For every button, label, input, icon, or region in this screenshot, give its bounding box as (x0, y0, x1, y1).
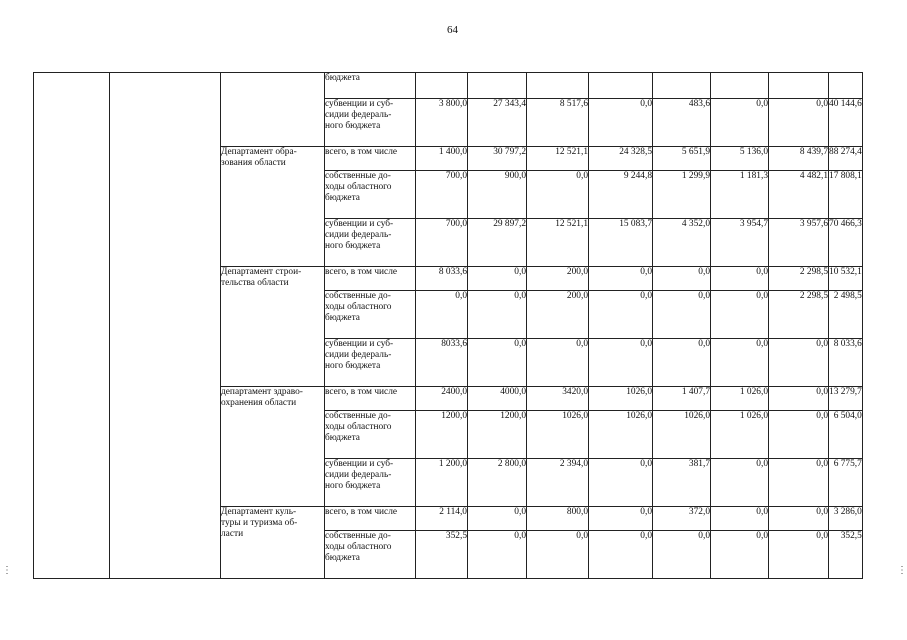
total-value-cell: 88 274,4 (829, 147, 863, 171)
funding-source-cell: всего, в том числе (325, 387, 416, 411)
value-cell: 0,0 (711, 291, 769, 339)
value-cell: 0,0 (769, 411, 829, 459)
value-cell: 1 026,0 (711, 387, 769, 411)
value-cell: 900,0 (468, 171, 527, 219)
value-cell: 0,0 (589, 459, 653, 507)
value-cell: 1 407,7 (653, 387, 711, 411)
value-cell: 0,0 (468, 267, 527, 291)
value-cell: 12 521,1 (527, 147, 589, 171)
value-cell: 1 200,0 (416, 459, 468, 507)
value-cell: 1026,0 (589, 411, 653, 459)
total-value-cell: 2 498,5 (829, 291, 863, 339)
value-cell: 0,0 (589, 291, 653, 339)
value-cell (468, 73, 527, 99)
value-cell: 200,0 (527, 267, 589, 291)
value-cell: 2400,0 (416, 387, 468, 411)
value-cell: 0,0 (769, 387, 829, 411)
value-cell: 352,5 (416, 531, 468, 579)
value-cell (653, 73, 711, 99)
table-row (34, 73, 863, 99)
value-cell: 0,0 (769, 531, 829, 579)
funding-source-cell: всего, в том числе (325, 267, 416, 291)
department-cell (221, 73, 325, 147)
value-cell: 8 439,7 (769, 147, 829, 171)
value-cell: 700,0 (416, 219, 468, 267)
funding-source-cell: субвенции и суб- сидии федераль- ного бюджета (325, 339, 416, 387)
value-cell: 9 244,8 (589, 171, 653, 219)
value-cell: 0,0 (653, 267, 711, 291)
funding-source-cell: собственные до- ходы областного бюджета (325, 171, 416, 219)
value-cell: 0,0 (468, 339, 527, 387)
value-cell: 2 298,5 (769, 267, 829, 291)
value-cell: 1 181,3 (711, 171, 769, 219)
value-cell (589, 73, 653, 99)
value-cell: 12 521,1 (527, 219, 589, 267)
value-cell: 0,0 (653, 291, 711, 339)
value-cell: 0,0 (468, 531, 527, 579)
total-value-cell: 70 466,3 (829, 219, 863, 267)
funding-source-cell: субвенции и суб- сидии федераль- ного бюджета (325, 99, 416, 147)
value-cell: 0,0 (589, 339, 653, 387)
value-cell: 0,0 (527, 171, 589, 219)
value-cell: 1 299,9 (653, 171, 711, 219)
value-cell: 0,0 (589, 267, 653, 291)
value-cell: 0,0 (468, 291, 527, 339)
value-cell: 3 954,7 (711, 219, 769, 267)
value-cell: 8 517,6 (527, 99, 589, 147)
value-cell: 2 800,0 (468, 459, 527, 507)
value-cell: 0,0 (527, 531, 589, 579)
left-edge-marks: ⋮ (2, 565, 12, 576)
budget-table (33, 72, 863, 579)
value-cell (711, 73, 769, 99)
value-cell: 0,0 (711, 99, 769, 147)
value-cell: 3 800,0 (416, 99, 468, 147)
funding-source-cell: всего, в том числе (325, 147, 416, 171)
total-value-cell: 8 033,6 (829, 339, 863, 387)
value-cell: 8033,6 (416, 339, 468, 387)
value-cell: 15 083,7 (589, 219, 653, 267)
total-value-cell: 40 144,6 (829, 99, 863, 147)
value-cell: 24 328,5 (589, 147, 653, 171)
funding-source-cell: собственные до- ходы областного бюджета (325, 291, 416, 339)
funding-source-cell: бюджета (325, 73, 416, 99)
value-cell: 0,0 (589, 99, 653, 147)
value-cell: 200,0 (527, 291, 589, 339)
value-cell: 0,0 (653, 339, 711, 387)
value-cell: 0,0 (711, 531, 769, 579)
value-cell: 0,0 (653, 531, 711, 579)
value-cell: 1026,0 (589, 387, 653, 411)
total-value-cell: 3 286,0 (829, 507, 863, 531)
total-value-cell: 13 279,7 (829, 387, 863, 411)
value-cell: 0,0 (589, 531, 653, 579)
value-cell: 0,0 (711, 339, 769, 387)
value-cell: 0,0 (769, 99, 829, 147)
funding-source-cell: субвенции и суб- сидии федераль- ного бюджета (325, 219, 416, 267)
value-cell: 1 026,0 (711, 411, 769, 459)
total-value-cell: 17 808,1 (829, 171, 863, 219)
value-cell: 27 343,4 (468, 99, 527, 147)
value-cell: 5 136,0 (711, 147, 769, 171)
right-edge-marks: ⋮ (897, 565, 907, 576)
value-cell: 1 400,0 (416, 147, 468, 171)
value-cell: 3 957,6 (769, 219, 829, 267)
value-cell: 0,0 (769, 339, 829, 387)
value-cell: 1200,0 (416, 411, 468, 459)
funding-source-cell: собственные до- ходы областного бюджета (325, 531, 416, 579)
value-cell: 700,0 (416, 171, 468, 219)
value-cell: 0,0 (589, 507, 653, 531)
funding-source-cell: собственные до- ходы областного бюджета (325, 411, 416, 459)
value-cell: 0,0 (769, 507, 829, 531)
empty-column-cell (110, 73, 221, 579)
value-cell: 4 352,0 (653, 219, 711, 267)
value-cell (527, 73, 589, 99)
value-cell: 483,6 (653, 99, 711, 147)
value-cell: 1200,0 (468, 411, 527, 459)
total-value-cell: 10 532,1 (829, 267, 863, 291)
value-cell: 800,0 (527, 507, 589, 531)
value-cell: 0,0 (711, 507, 769, 531)
value-cell: 5 651,9 (653, 147, 711, 171)
value-cell (769, 73, 829, 99)
total-value-cell: 6 504,0 (829, 411, 863, 459)
value-cell: 0,0 (711, 459, 769, 507)
value-cell (416, 73, 468, 99)
total-value-cell (829, 73, 863, 99)
value-cell: 0,0 (711, 267, 769, 291)
department-cell: Департамент строи- тельства области (221, 267, 325, 387)
value-cell: 2 394,0 (527, 459, 589, 507)
value-cell: 0,0 (769, 459, 829, 507)
value-cell: 3420,0 (527, 387, 589, 411)
department-cell: Департамент обра- зования области (221, 147, 325, 267)
value-cell: 30 797,2 (468, 147, 527, 171)
value-cell: 2 114,0 (416, 507, 468, 531)
value-cell: 0,0 (416, 291, 468, 339)
total-value-cell: 6 775,7 (829, 459, 863, 507)
value-cell: 0,0 (527, 339, 589, 387)
value-cell: 1026,0 (653, 411, 711, 459)
value-cell: 381,7 (653, 459, 711, 507)
funding-source-cell: всего, в том числе (325, 507, 416, 531)
value-cell: 8 033,6 (416, 267, 468, 291)
value-cell: 29 897,2 (468, 219, 527, 267)
value-cell: 4 482,1 (769, 171, 829, 219)
department-cell: Департамент куль- туры и туризма об- ласти (221, 507, 325, 579)
department-cell: департамент здраво- охранения области (221, 387, 325, 507)
page-number: 64 (447, 24, 458, 36)
empty-column-cell (34, 73, 110, 579)
value-cell: 0,0 (468, 507, 527, 531)
value-cell: 2 298,5 (769, 291, 829, 339)
funding-source-cell: субвенции и суб- сидии федераль- ного бюджета (325, 459, 416, 507)
value-cell: 372,0 (653, 507, 711, 531)
total-value-cell: 352,5 (829, 531, 863, 579)
value-cell: 1026,0 (527, 411, 589, 459)
value-cell: 4000,0 (468, 387, 527, 411)
